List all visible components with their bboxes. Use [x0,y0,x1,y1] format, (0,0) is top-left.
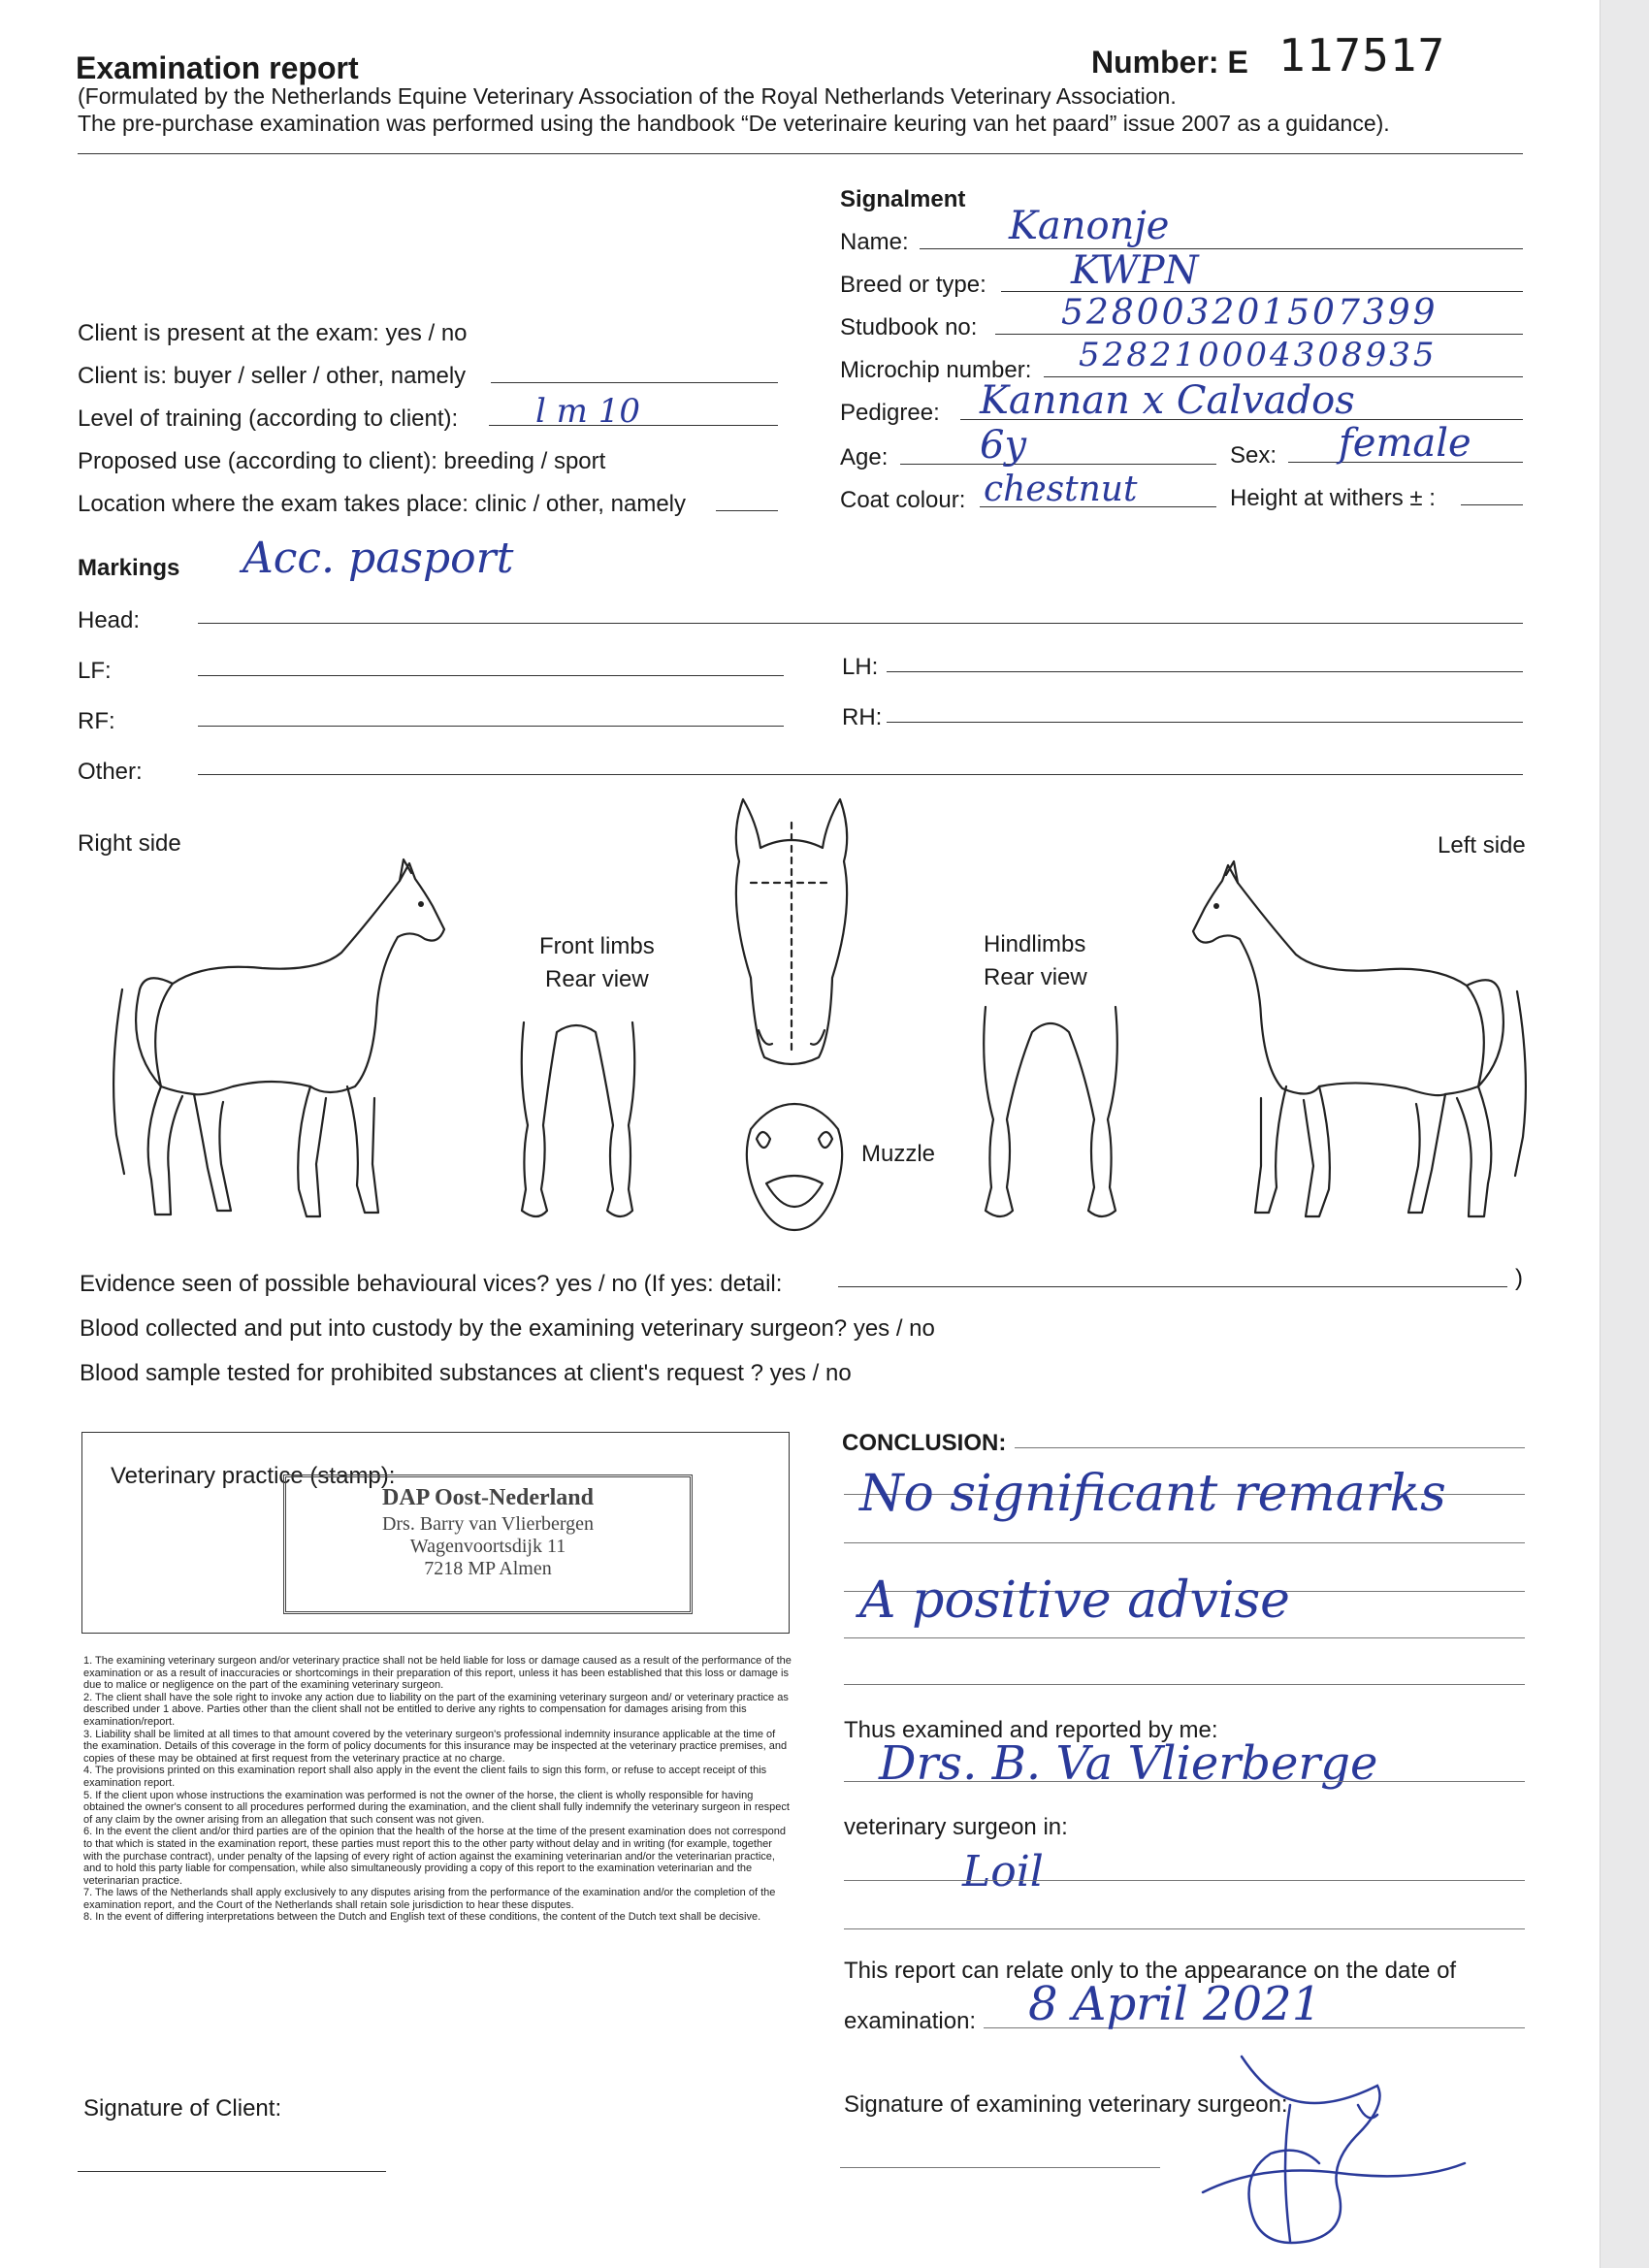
studbook-line [995,334,1523,335]
rf-line [198,726,784,727]
term-8: 8. In the event of differing interpretations between the Dutch and English text of these conditions, the content of the Dutch text shall be decisive. [83,1911,761,1924]
page-title: Examination report [76,50,359,85]
conclusion-text-1[interactable]: No significant remarks [859,1465,1446,1523]
lh-label: LH: [842,654,879,680]
conclusion-text-2[interactable]: A positive advise [859,1571,1290,1630]
head-front-diagram [729,794,856,1075]
markings-note[interactable]: Acc. pasport [242,534,514,583]
conclusion-line-4 [844,1637,1525,1638]
client-is-line [491,382,778,383]
sex-label: Sex: [1230,442,1277,469]
height-label: Height at withers ± : [1230,485,1436,511]
horse-right-side-diagram [87,844,534,1232]
age-label: Age: [840,444,889,470]
term-3: 3. Liability shall be limited at all times to that amount covered by the veterinary surgeon's professional indemnity insurance applicable at the time of the examination. Details of this coverage in the form of policy documents for this insurance may be inspected at the veterinary practice premises, and copies of these may be obtained at first request from the veterinary practice at no charge. [83,1728,788,1765]
pedigree-label: Pedigree: [840,400,940,426]
rf-label: RF: [78,708,115,734]
conclusion-line-0 [1015,1447,1525,1448]
vet-name[interactable]: Drs. B. Va Vlierberge [879,1736,1378,1791]
rh-line [887,722,1523,723]
studbook-value[interactable]: 528003201507399 [1061,293,1439,333]
vices-detail-line [838,1286,1507,1287]
horse-left-side-diagram [1125,850,1552,1228]
sex-value[interactable]: female [1339,421,1471,466]
conclusion-line-2 [844,1542,1525,1543]
client-signature-label: Signature of Client: [83,2095,282,2122]
examination-date[interactable]: 8 April 2021 [1028,1977,1322,2031]
vet-location-line-2 [844,1928,1525,1929]
subtitle-1: (Formulated by the Netherlands Equine Veterinary Association of the Royal Netherlands Veterinary Association. [78,83,1177,109]
vet-location[interactable]: Loil [962,1847,1044,1896]
breed-label: Breed or type: [840,272,986,298]
conclusion-line-5 [844,1684,1525,1685]
muzzle-label: Muzzle [861,1141,936,1167]
conclusion-label: CONCLUSION: [842,1430,1007,1456]
blood-tested-question: Blood sample tested for prohibited substances at client's request ? yes / no [80,1360,852,1386]
surgeon-in-label: veterinary surgeon in: [844,1814,1068,1840]
age-line [900,464,1216,465]
vet-signature[interactable] [1145,2047,1474,2260]
term-4: 4. The provisions printed on this examination report shall also apply in the event the client fails to sign this form, or refuse to accept receipt of this examination report. [83,1765,767,1789]
client-present: Client is present at the exam: yes / no [78,320,468,346]
stamp-line-4: 7218 MP Almen [424,1558,552,1579]
hindlimbs-diagram [978,1003,1123,1232]
hind-rear-view-label: Rear view [984,964,1087,990]
lh-line [887,671,1523,672]
location-line [716,510,778,511]
microchip-line [1044,376,1523,377]
examination-date-label: examination: [844,2008,977,2034]
studbook-label: Studbook no: [840,314,978,340]
stamp-line-1: DAP Oost-Nederland [382,1485,594,1510]
muzzle-diagram [741,1100,848,1236]
rh-label: RH: [842,704,883,730]
subtitle-2: The pre-purchase examination was performed using the handbook “De veterinaire keuring van het paard” issue 2007 as a guidance). [78,111,1390,136]
left-side-label: Left side [1438,832,1526,859]
vices-close: ) [1515,1265,1523,1291]
coat-value[interactable]: chestnut [984,470,1138,509]
vices-question: Evidence seen of possible behavioural vices? yes / no (If yes: detail: [80,1271,783,1297]
blood-custody-question: Blood collected and put into custody by the examining veterinary surgeon? yes / no [80,1315,935,1342]
term-7: 7. The laws of the Netherlands shall apply exclusively to any disputes arising from the performance of the examination and/or the completion of the examination report, and the Court of the Netherlands shall retain sole jurisdiction to hear these disputes. [83,1887,776,1911]
term-1: 1. The examining veterinary surgeon and/or veterinary practice shall not be held liable for loss or damage caused as a result of the performance of the examination or as a result of inaccuracies or shortcomings in their preparation of this report, unless it has been established that this loss or damage is due to malice or negligence on the part of the examining veterinary surgeon. [83,1655,792,1692]
lf-line [198,675,784,676]
other-label: Other: [78,759,143,785]
report-relate-text: This report can relate only to the appearance on the date of [844,1958,1457,1984]
name-value[interactable]: Kanonje [1009,204,1170,248]
header-rule [78,153,1523,154]
head-line [198,623,1523,624]
vet-name-line [844,1781,1525,1782]
front-limbs-label: Front limbs [539,933,655,959]
front-rear-view-label: Rear view [545,966,649,992]
pedigree-value[interactable]: Kannan x Calvados [980,378,1355,423]
age-value[interactable]: 6y [980,423,1027,468]
client-is: Client is: buyer / seller / other, namely [78,363,467,389]
signalment-heading: Signalment [840,186,966,212]
hindlimbs-label: Hindlimbs [984,931,1086,957]
term-2: 2. The client shall have the sole right to invoke any action due to liability on the part of the examining veterinary surgeon and/ or veterinary practice as described under 1 above. Parties other than the client shall not be entitled to derive any rights to compensation for damages arising from this examination/report. [83,1691,789,1728]
stamp-line-2: Drs. Barry van Vlierbergen [381,1513,595,1535]
client-signature-line [78,2171,386,2172]
exam-location: Location where the exam takes place: clinic / other, namely [78,491,686,517]
coat-label: Coat colour: [840,487,966,513]
vet-signature-label: Signature of examining veterinary surgeon: [844,2091,1288,2118]
markings-heading: Markings [78,555,180,581]
microchip-label: Microchip number: [840,357,1032,383]
practice-stamp-label: Veterinary practice (stamp): [111,1463,396,1489]
proposed-use: Proposed use (according to client): breeding / sport [78,448,606,474]
scan-edge [1600,0,1649,2268]
name-line [920,248,1523,249]
lf-label: LF: [78,658,112,684]
height-line [1461,504,1523,505]
breed-value[interactable]: KWPN [1071,248,1199,293]
training-label: Level of training (according to client): [78,405,459,432]
examined-by-label: Thus examined and reported by me: [844,1717,1218,1743]
practice-stamp [283,1474,693,1614]
vet-location-line [844,1880,1525,1881]
vet-signature-line [840,2167,1160,2168]
front-limbs-diagram [518,1019,644,1232]
term-5: 5. If the client upon whose instructions the examination was performed is not the owner of the horse, the client is wholly responsible for having obtained the owner's consent to all procedures performed during the examination, and the client shall fully indemnify the veterinary surgeon in respect of any claim by the owner arising from an allegation that such consent was not given. [83,1789,790,1826]
term-6: 6. In the event the client and/or third parties are of the opinion that the health of the horse at the time of the present examination does not correspond to that which is stated in the examination report, these parties must report this to the other party without delay and in writing (for example, together with the purchase contract), under penalty of the lapsing of every right of action against the examining veterinarian and/or the veterinarian practice, and to hold this party liable for compensation, while also simultaneously providing a copy of this report to the examination veterinarian and the veterinarian practice. [83,1826,787,1887]
training-value[interactable]: l m 10 [535,392,640,431]
stamp-line-3: Wagenvoortsdijk 11 [409,1536,566,1557]
terms-and-conditions [83,1655,792,1924]
other-line [198,774,1523,775]
report-number-label: Number: E [1091,45,1248,80]
name-label: Name: [840,229,909,255]
report-number: 117517 [1278,29,1446,81]
right-side-label: Right side [78,830,181,857]
microchip-value[interactable]: 528210004308935 [1079,336,1438,374]
head-label: Head: [78,607,141,633]
